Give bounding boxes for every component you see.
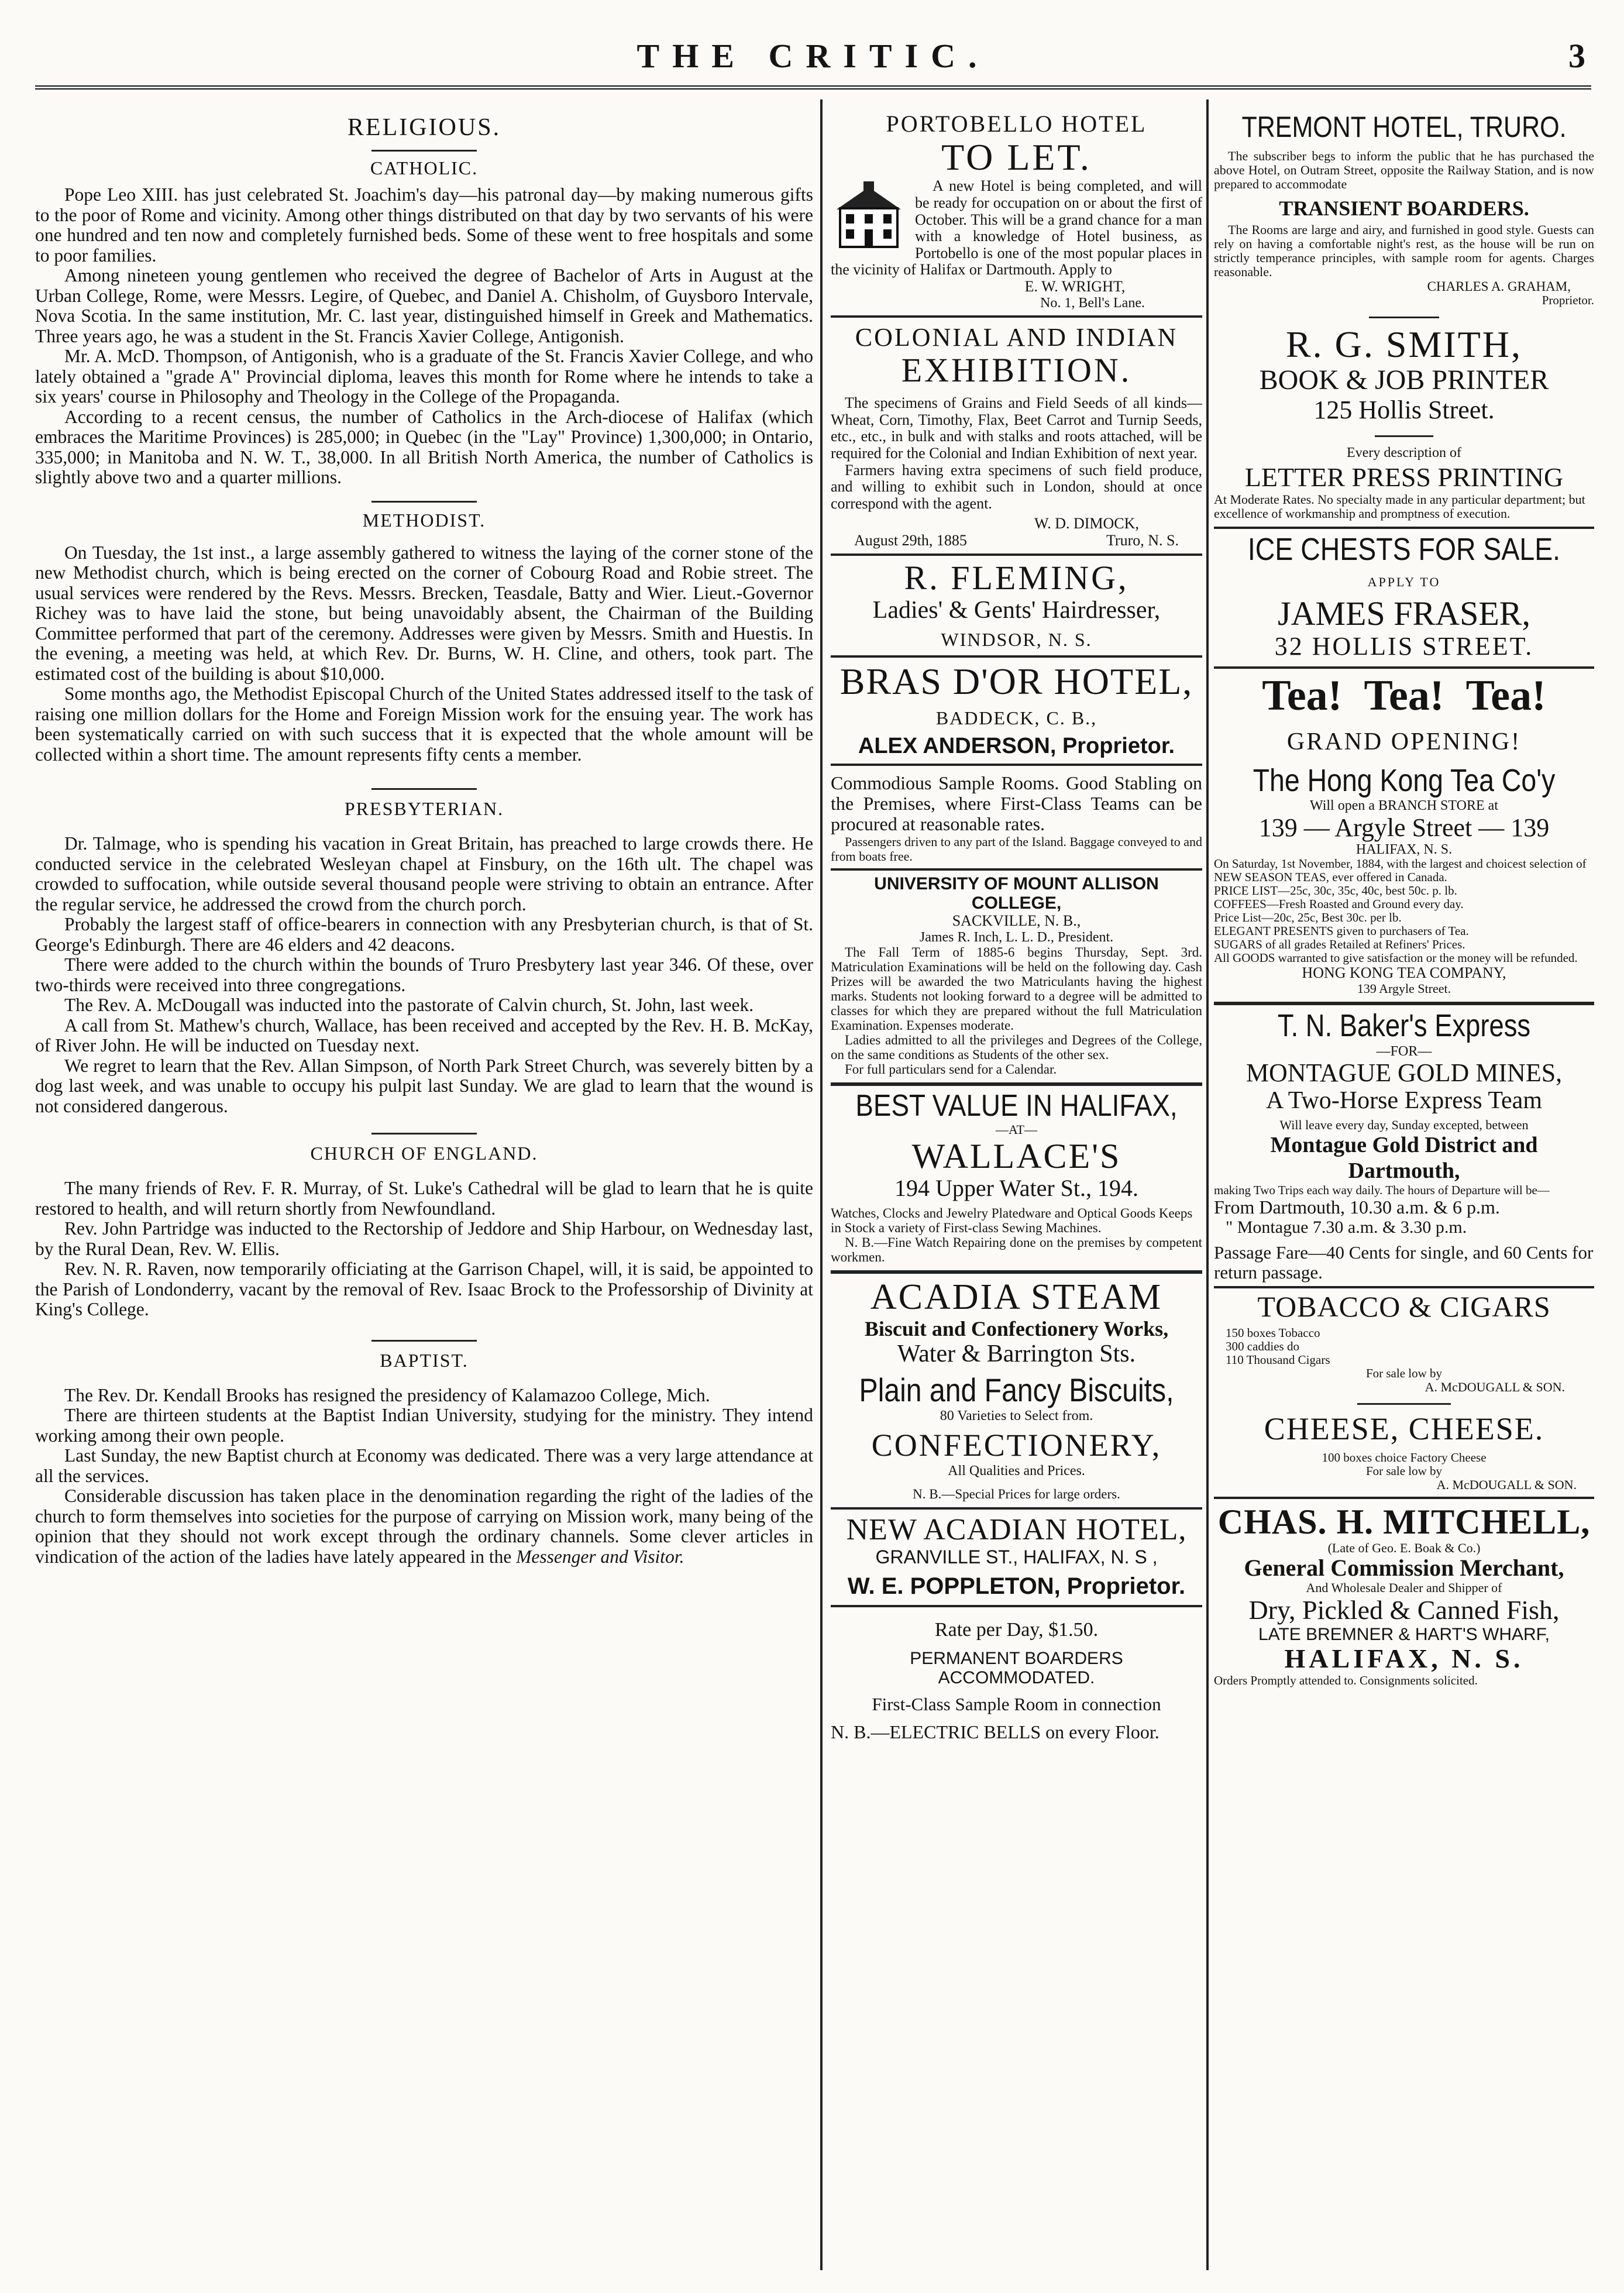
article-paragraph: The many friends of Rev. F. R. Murray, of St. Luke's Cathedral will be glad to learn that he is quite restored to health, and will return shortly from Newfoundland. [35,1178,813,1219]
header-rule [35,85,1591,90]
colonial-exhibition-ad [831,324,1202,549]
article-paragraph: Some months ago, the Methodist Episcopal Church of the United States addressed itself to the task of raising one million dollars for the Home and Foreign Mission work for the ensuing year. The work has been systematically carried on with such success that it is expected that the whole amount will be collected within a short time. The amount represents fifty cents a member. [35,683,813,765]
ad-boarders: PERMANENT BOARDERS ACCOMMODATED. [910,1649,1123,1688]
ad-apply: APPLY TO [1367,574,1441,589]
section-rule [371,1133,477,1135]
article-paragraph: Among nineteen young gentlemen who received the degree of Bachelor of Arts in August at the Urban College, Rome, were Messrs. Legire, of Quebec, and Daniel A. Chisholm, of Guysboro Intervale, Nova Scotia. In the same institution, Mr. C. last year, distinguished himself in Greek and Mathematics. Three years ago, he was a student in the St. Francis Xavier College, Antigonish. [35,265,813,346]
ad-title: TOBACCO & CIGARS [1257,1290,1551,1323]
baptist-heading: BAPTIST. [380,1349,469,1371]
ad-for: —FOR— [1376,1043,1432,1059]
ad-title: BEST VALUE IN HALIFAX, [855,1089,1178,1123]
ad-sugars: SUGARS of all grades Retailed at Refiners' Prices. [1214,937,1465,952]
ad-divider [831,1270,1202,1274]
ad-fare: Passage Fare—40 Cents for single, and 60 Cents for return passage. [1214,1242,1594,1283]
ad-city: HALIFAX, N. S. [1284,1644,1524,1674]
ad-note: N. B.—Special Prices for large orders. [913,1487,1120,1502]
ad-title: Tea! Tea! Tea! [1262,672,1546,720]
ad-signature: W. D. DIMOCK, [1034,515,1139,532]
ad-dateline [831,532,1202,549]
article-paragraph: On Tuesday, the 1st inst., a large assembly gathered to witness the laying of the corner stone of the new Methodist church, which is being erected on the corner of Cobourg Road and Robie street. The usual services were rendered by the Revs. Messrs. Brecken, Teasdale, Batty and Wier. Lieut.-Governor Richey was to have laid the stone, but being unavoidably absent, the Chairman of the Building Committee performed that part of the ceremony. Addresses were given by Messrs. Smith and Huestis. In the evening, a meeting was held, at which Rev. Dr. Burns, W. H. Cline, and others, took part. The estimated cost of the building is about $10,000. [35,542,813,684]
ice-chests-ad [1214,532,1594,661]
ad-body: Watches, Clocks and Jewelry Platedware and Optical Goods Keeps in Stock a variety of First-class Sewing Machines. [831,1206,1193,1236]
ad-works: Biscuit and Confectionery Works, [864,1316,1169,1340]
tremont-hotel-ad [1214,111,1594,307]
ad-divider [831,554,1202,556]
ad-line: 300 caddies do [1226,1339,1299,1354]
advertisements-column-middle [831,111,1202,2270]
ad-note: N. B.—ELECTRIC BELLS on every Floor. [831,1721,1159,1743]
ad-trade: Ladies' & Gents' Hairdresser, [872,597,1161,624]
ad-body: The subscriber begs to inform the public that he has purchased the above Hotel, on Outram Street, opposite the Railway Station, and is now prepared to accommodate [1214,149,1594,191]
ad-note: Passengers driven to any part of the Island. Baggage conveyed to and from boats free. [831,834,1202,864]
ad-orders: Orders Promptly attended to. Consignments solicited. [1214,1673,1478,1687]
ad-guarantee: All GOODS warranted to give satisfaction or the money will be refunded. [1214,951,1578,965]
ad-body: On Saturday, 1st November, 1884, with the largest and choicest selection of NEW SEASON TEAS, ever offered in Canada. [1214,857,1587,885]
article-paragraph [35,1486,813,1567]
ad-confectionery: CONFECTIONERY, [871,1428,1162,1463]
hotel-building-icon [831,180,907,250]
ad-merchant: General Commission Merchant, [1244,1555,1564,1582]
ad-divider [831,1605,1202,1607]
religious-heading: RELIGIOUS. [347,114,501,141]
ad-price: Price List—20c, 25c, Best 30c. per lb. [1214,910,1402,925]
ad-from-dartmouth: From Dartmouth, 10.30 a.m. & 6 p.m. [1214,1196,1500,1218]
ad-seller: A. McDOUGALL & SON. [1425,1380,1565,1395]
article-paragraph: Last Sunday, the new Baptist church at Economy was dedicated. There was a very large attendance at all the services. [35,1445,813,1486]
ad-city: HALIFAX, N. S. [1355,842,1453,858]
ad-dealer: And Wholesale Dealer and Shipper of [1306,1580,1502,1596]
article-paragraph: Rev. N. R. Raven, now temporarily officiating at the Garrison Chapel, will, it is said, be appointed to the Parish of Londonderry, vacant by the removal of Rev. Isaac Brock to the Professorship of Divinity at King's College. [35,1259,813,1319]
ad-address: No. 1, Bell's Lane. [1040,295,1145,311]
ad-title: NEW ACADIAN HOTEL, [846,1513,1187,1547]
ad-will-open: Will open a BRANCH STORE at [1310,798,1498,814]
rg-smith-ad [1214,324,1594,521]
ad-president: James R. Inch, L. L. D., President. [919,929,1114,945]
ad-mines: MONTAGUE GOLD MINES, [1245,1058,1563,1088]
ad-sample-room: First-Class Sample Room in connection [872,1694,1161,1715]
catholic-heading: CATHOLIC. [370,157,479,178]
newspaper-title: THE CRITIC. [636,37,990,75]
ad-title: TREMONT HOTEL, TRURO. [1241,111,1567,143]
ad-divider [1214,1002,1594,1005]
ad-title: R. G. SMITH, [1285,323,1523,365]
ad-place: SACKVILLE, N. B., [952,912,1081,930]
ad-line: 150 boxes Tobacco [1226,1325,1320,1340]
ad-fish: Dry, Pickled & Canned Fish, [1248,1594,1560,1625]
article-paragraph: There were added to the church within the bounds of Truro Presbytery last year 346. Of these, over two-thirds were received into three congregations. [35,954,813,995]
ad-body: The specimens of Grains and Field Seeds of all kinds—Wheat, Corn, Timothy, Flax, Beet Carrot and Turnip Seeds, etc., etc., in bulk and with stalks and roots attached, will be required for the Colonial and Indian Exhibition of next year. [831,394,1202,462]
ad-date: August 29th, 1885 [854,531,967,549]
ad-line: 110 Thousand Cigars [1226,1353,1330,1367]
ad-address: GRANVILLE ST., HALIFAX, N. S , [875,1546,1158,1567]
ad-subtitle: TO LET. [941,136,1092,178]
ad-name: JAMES FRASER, [1278,594,1530,633]
methodist-heading: METHODIST. [362,509,486,531]
ad-title: ACADIA STEAM [870,1277,1163,1318]
ad-trade: BOOK & JOB PRINTER [1259,365,1549,396]
ad-subheading: TRANSIENT BOARDERS. [1279,197,1529,220]
ad-body: The Rooms are large and airy, and furnished in good style. Guests can rely on having a comfortable night's rest, as the house will be run on strictly temperance principles, with sample room for agents. Charges reasonable. [1214,222,1594,279]
fleming-ad [831,559,1202,650]
page-header [35,29,1591,94]
section-rule [371,150,477,152]
ad-from-montague: " Montague 7.30 a.m. & 3.30 p.m. [1226,1217,1467,1237]
tea-ad [1214,672,1594,996]
ad-body: The Fall Term of 1885-6 begins Thursday, Sept. 3rd. Matriculation Examinations will be held on the following day. Cash Prizes will be awarded the two Matriculants having the highest marks. Students not looking forward to a degree will be admitted to classes for which they are prepared without the full Matriculation Examination. Expenses moderate. [831,945,1202,1033]
ad-body: A new Hotel is being completed, and will be ready for occupation on or about the first of October. This will be a grand chance for a man with a knowledge of Hotel business, as Portobello is one of the most popular places in the vicinity of Halifax or Dartmouth. Apply to [831,177,1202,279]
ad-place: WINDSOR, N. S. [941,629,1092,651]
ad-title: CHAS. H. MITCHELL, [1217,1503,1591,1542]
portobello-ad [831,111,1202,311]
ad-grand-opening: GRAND OPENING! [1286,728,1522,755]
section-rule [371,788,477,790]
ad-name: WALLACE'S [911,1137,1121,1176]
ad-divider [1214,527,1594,529]
mitchell-ad [1214,1503,1594,1687]
presbyterian-heading: PRESBYTERIAN. [344,798,504,819]
ad-leave: Will leave every day, Sunday excepted, between [1279,1117,1529,1132]
article-paragraph: There are thirteen students at the Baptist Indian University, studying for the ministry. They intend working among their own people. [35,1405,813,1446]
church-of-england-heading: CHURCH OF ENGLAND. [310,1143,538,1164]
ad-company: The Hong Kong Tea Co'y [1253,762,1556,798]
ad-contact: E. W. WRIGHT, [1024,277,1126,295]
ad-divider [831,1507,1202,1510]
ad-wharf: LATE BREMNER & HART'S WHARF, [1258,1625,1550,1645]
ad-at: —AT— [996,1122,1037,1137]
article-paragraph: According to a recent census, the number of Catholics in the Arch-diocese of Halifax (which embraces the Maritime Provinces) is 285,000; in Quebec (in the "Lay" Province) 1,300,000; in Ontario, 335,000; in Manitoba and N. W. T., 38,000. In all British North America, the number of Catholics is slightly above two and a quarter millions. [35,406,813,487]
ad-address: Water & Barrington Sts. [897,1340,1136,1368]
ad-owner: CHARLES A. GRAHAM, [1427,279,1571,294]
ad-title: T. N. Baker's Express [1277,1008,1531,1044]
article-paragraph: Mr. A. McD. Thompson, of Antigonish, who is a graduate of the St. Francis Xavier College, and who lately obtained a "grade A" Provincial diploma, leaves this month for Rome where he intends to take a six years' course in Philosophy and Theology in the College of the Propaganda. [35,346,813,407]
ad-title: CHEESE, CHEESE. [1264,1411,1544,1446]
ad-sale: For sale low by [1365,1366,1443,1381]
ad-rates: At Moderate Rates. No specialty made in any particular department; but excellence of workmanship and promptness of execution. [1214,491,1585,521]
publication-name: Messenger and Visitor. [516,1546,684,1567]
ad-body: Commodious Sample Rooms. Good Stabling on the Premises, where First-Class Teams can be procured at reasonable rates. [831,772,1202,835]
ad-divider [1214,1497,1594,1499]
article-text: Considerable discussion has taken place in the denomination regarding the right of the ladies of the church to form themselves into societies for the purpose of carrying on Mission work, many being of the opinion that they should not work except through the ordinary channels. Some clever articles in vindication of the action of the ladies have lately appeared in the [35,1486,813,1567]
ad-varieties: 80 Varieties to Select from. [940,1408,1093,1424]
article-paragraph: Rev. John Partridge was inducted to the Rectorship of Jeddore and Ship Harbour, on Wednesday last, by the Rural Dean, Rev. W. Ellis. [35,1218,813,1259]
column-divider [1206,99,1209,2270]
article-paragraph: Dr. Talmage, who is spending his vacation in Great Britain, has preached to large crowds there. He conducted service in the celebrated Wesleyan chapel at Finsbury, on the 16th ult. The chapel was crowded to suffocation, while outside several thousand people were striving to obtain an entrance. After the regular service, he addressed the crowd from the church porch. [35,833,813,915]
ad-footer-address: 139 Argyle Street. [1357,981,1451,996]
ad-line: 100 boxes choice Factory Cheese [1322,1450,1487,1465]
ad-footer: HONG KONG TEA COMPANY, [1302,964,1506,982]
ad-team: A Two-Horse Express Team [1266,1087,1542,1115]
ad-proprietor: ALEX ANDERSON, Proprietor. [858,734,1175,759]
mount-allison-ad [831,874,1202,1077]
ad-seller: A. McDOUGALL & SON. [1436,1477,1577,1493]
column-divider [820,99,823,2270]
ad-rate: Rate per Day, $1.50. [934,1618,1099,1641]
article-paragraph: The Rev. Dr. Kendall Brooks has resigned the presidency of Kalamazoo College, Mich. [64,1384,710,1405]
ad-title: R. FLEMING, [904,559,1129,597]
ad-title: UNIVERSITY OF MOUNT ALLISON COLLEGE, [874,874,1159,913]
section-rule [371,1340,477,1342]
ad-sale: For sale low by [1365,1464,1443,1479]
bras-dor-ad [831,661,1202,864]
advertisements-column-right [1214,111,1594,2270]
article-paragraph: Pope Leo XIII. has just celebrated St. Joachim's day—his patronal day—by making numerous gifts to the poor of Rome and vicinity. Among other things distributed on that day by two servants of his were one hundred and ten now and completely furnished beds. Some of these went to free hospitals and some to poor families. [35,184,813,266]
ad-body: Ladies admitted to all the privileges and Degrees of the College, on the same conditions as Students of the other sex. [831,1033,1202,1062]
ad-title: ICE CHESTS FOR SALE. [1247,531,1561,567]
ad-divider [1214,666,1594,669]
ad-divider [831,655,1202,658]
ad-owner-title: Proprietor. [1542,293,1594,307]
ad-divider [831,764,1202,766]
ad-trips: making Two Trips each way daily. The hours of Departure will be— [1214,1182,1550,1197]
ad-place: BADDECK, C. B., [935,707,1097,729]
ad-address: 194 Upper Water St., 194. [894,1175,1139,1202]
ad-title: PORTOBELLO HOTEL [886,111,1147,137]
ad-proprietor: W. E. POPPLETON, Proprietor. [847,1573,1186,1599]
ad-divider [831,868,1202,871]
ad-title: COLONIAL AND INDIAN [855,322,1178,352]
ad-place: Truro, N. S. [1106,531,1179,549]
cheese-ad [1214,1412,1594,1493]
ad-title: BRAS D'OR HOTEL, [839,660,1193,702]
new-acadian-hotel-ad [831,1513,1202,1742]
article-paragraph: We regret to learn that the Rev. Allan Simpson, of North Park Street Church, was severely bitten by a dog last week, and was unable to occupy his pulpit last Sunday. We are glad to learn that the wound is not considered dangerous. [35,1055,813,1116]
ad-subtitle: EXHIBITION. [901,351,1132,390]
ad-price: PRICE LIST—25c, 30c, 35c, 40c, best 50c. p. lb. [1214,883,1457,898]
section-rule [371,501,477,503]
ad-divider [1214,1286,1594,1288]
ad-divider [1357,1403,1451,1405]
article-paragraph: The Rev. A. McDougall was inducted into the pastorate of Calvin church, St. John, last week. [64,995,754,1015]
ad-biscuits: Plain and Fancy Biscuits, [859,1371,1174,1409]
ad-address: 32 HOLLIS STREET. [1274,631,1534,661]
ad-late: (Late of Geo. E. Boak & Co.) [1327,1541,1481,1556]
ad-divider [1369,317,1439,318]
baker-express-ad [1214,1009,1594,1283]
ad-note: N. B.—Fine Watch Repairing done on the premises by competent workmen. [831,1235,1202,1265]
ad-divider [831,1082,1202,1086]
ad-presents: ELEGANT PRESENTS given to purchasers of Tea. [1214,924,1469,938]
ad-note: For full particulars send for a Calendar. [845,1062,1057,1077]
ad-coffees: COFFEES—Fresh Roasted and Ground every day. [1214,897,1464,912]
ad-divider [831,315,1202,318]
ad-address: 125 Hollis Street. [1313,396,1495,425]
tobacco-ad [1214,1291,1594,1395]
ad-qualities: All Qualities and Prices. [948,1463,1085,1479]
acadia-steam-ad [831,1277,1202,1501]
ad-address: 139 — Argyle Street — 139 [1258,813,1550,842]
ad-letter-press: LETTER PRESS PRINTING [1244,462,1564,492]
article-paragraph: A call from St. Mathew's church, Wallace, has been received and accepted by the Rev. H. B. McKay, of River John. He will be inducted on Tuesday next. [35,1015,813,1056]
ad-every: Every description of [1347,445,1461,460]
ad-district: Montague Gold District and Dartmouth, [1270,1132,1538,1183]
page-number: 3 [1568,37,1585,75]
wallace-ad [831,1089,1202,1264]
article-paragraph: Probably the largest staff of office-bearers in connection with any Presbyterian church, is that of St. George's Edinburgh. There are 46 elders and 42 deacons. [35,914,813,955]
religious-column [35,111,813,2270]
ad-body: Farmers having extra specimens of such field produce, and willing to exhibit such in London, should at once correspond with the agent. [831,461,1202,512]
ad-divider [1375,435,1433,437]
